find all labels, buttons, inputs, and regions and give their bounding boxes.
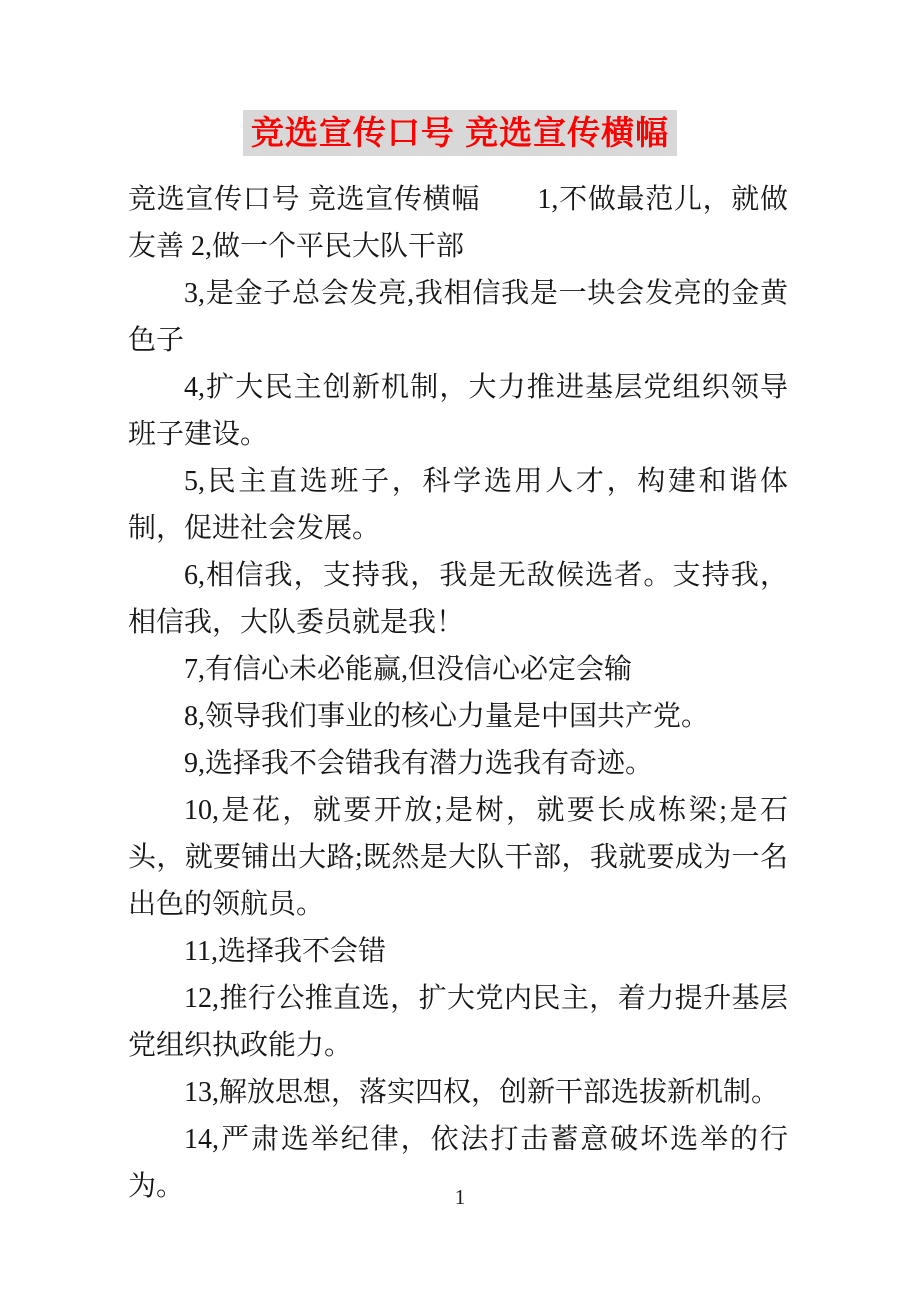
paragraph: 11,选择我不会错 (184, 936, 386, 967)
paragraph: 4,扩大民主创新机制，大力推进基层党组织领导班子建设。 (128, 372, 788, 450)
paragraph: 10,是花，就要开放;是树，就要长成栋梁;是石头，就要铺出大路;既然是大队干部，我就要成为一名出色的领航员。 (128, 795, 788, 920)
paragraph: 5,民主直选班子，科学选用人才，构建和谐体制，促进社会发展。 (128, 466, 788, 544)
paragraph: 14,严肃选举纪律，依法打击蓄意破坏选举的行为。 (128, 1124, 788, 1202)
paragraph: 12,推行公推直选，扩大党内民主，着力提升基层党组织执政能力。 (128, 983, 788, 1061)
paragraph: 6,相信我，支持我，我是无敌候选者。支持我，相信我，大队委员就是我！ (128, 560, 788, 638)
paragraph: 8,领导我们事业的核心力量是中国共产党。 (184, 701, 710, 732)
page-number: 1 (454, 1185, 466, 1209)
document-body (128, 176, 788, 1210)
document-title: 竞选宣传口号 竞选宣传横幅 (243, 110, 677, 156)
paragraph: 3,是金子总会发亮,我相信我是一块会发亮的金黄色子 (128, 278, 788, 356)
paragraph: 7,有信心未必能赢,但没信心必定会输 (184, 654, 633, 685)
paragraph: 竞选宣传口号 竞选宣传横幅 1,不做最范儿，就做友善 2,做一个平民大队干部 (128, 184, 788, 262)
paragraph: 13,解放思想，落实四权，创新干部选拔新机制。 (184, 1077, 780, 1108)
paragraph: 9,选择我不会错我有潜力选我有奇迹。 (184, 748, 654, 779)
title-row (0, 110, 920, 156)
